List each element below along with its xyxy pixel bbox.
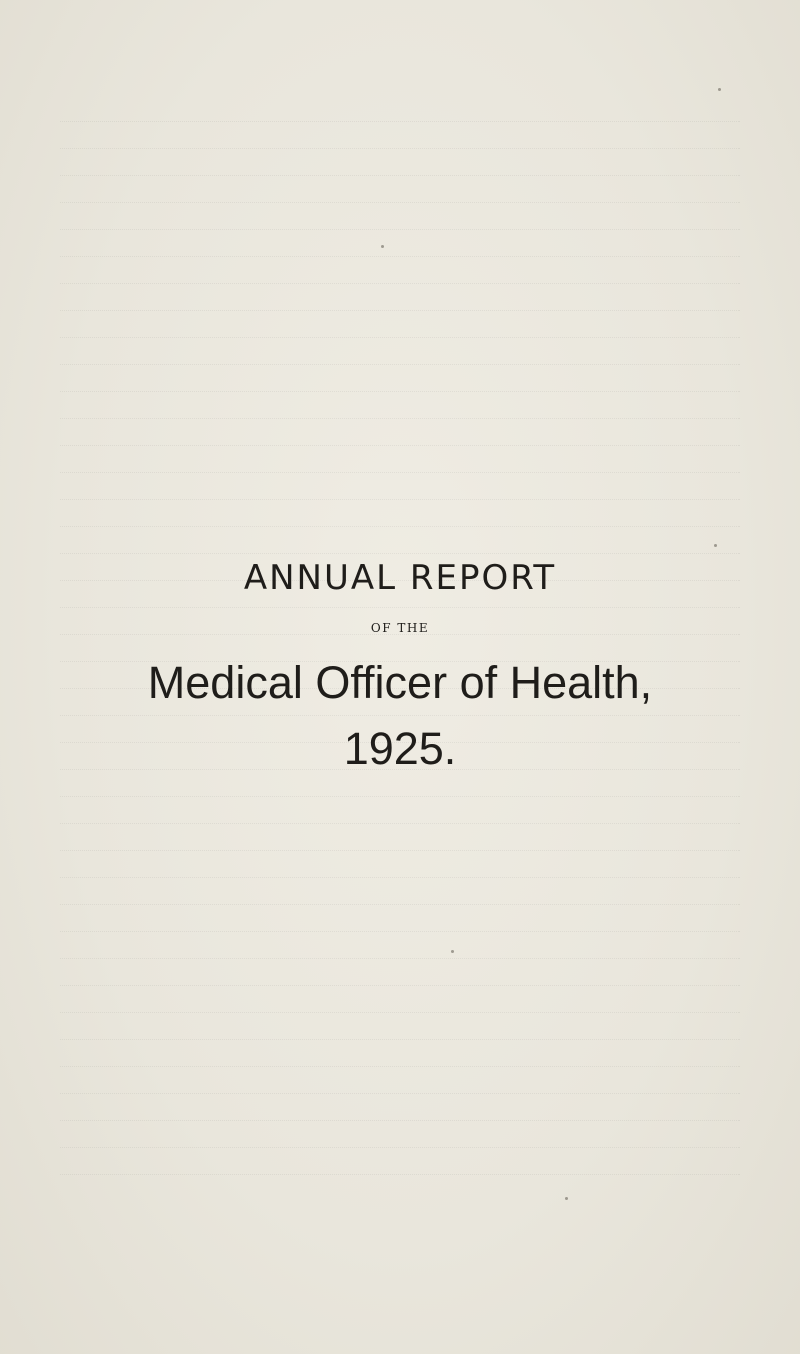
paper-speck [714,544,717,547]
paper-speck [718,88,721,91]
report-title: ANNUAL REPORT [243,558,557,598]
paper-speck [565,1197,568,1200]
report-year: 1925. [343,723,457,774]
report-subtitle-connector: OF THE [370,621,430,635]
paper-speck [381,245,384,248]
report-officer-title: Medical Officer of Health, [147,657,653,708]
paper-speck [451,950,454,953]
